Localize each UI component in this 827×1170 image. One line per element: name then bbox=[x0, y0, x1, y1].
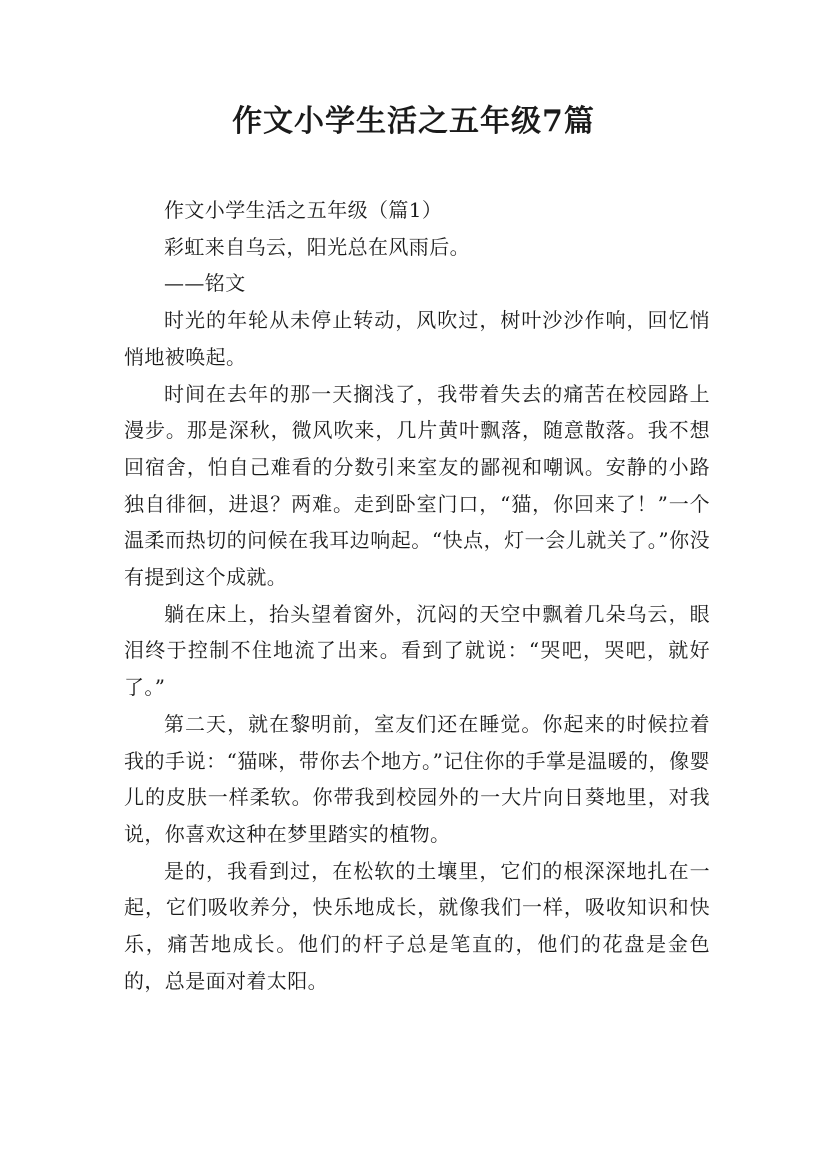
paragraph: 躺在床上，抬头望着窗外，沉闷的天空中飘着几朵乌云，眼泪终于控制不住地流了出来。看到了就说：“哭吧，哭吧，就好了。” bbox=[124, 601, 710, 700]
paragraph: 第二天，就在黎明前，室友们还在睡觉。你起来的时候拉着我的手说：“猫咪，带你去个地方。”记住你的手掌是温暖的，像婴儿的皮肤一样柔软。你带我到校园外的一大片向日葵地里，对我说，你喜欢这种在梦里踏实的植物。 bbox=[124, 711, 710, 846]
paragraph-attribution: ——铭文 bbox=[164, 271, 246, 296]
paragraph: 时间在去年的那一天搁浅了，我带着失去的痛苦在校园路上漫步。那是深秋，微风吹来，几片黄叶飘落，随意散落。我不想回宿舍，怕自己难看的分数引来室友的鄙视和嘲讽。安静的小路独自徘徊，进退？两难。走到卧室门口，“猫，你回来了！”一个温柔而热切的问候在我耳边响起。“快点，灯一会儿就关了。”你没有提到这个成就。 bbox=[124, 381, 710, 590]
paragraph: 时光的年轮从未停止转动，风吹过，树叶沙沙作响，回忆悄悄地被唤起。 bbox=[124, 308, 710, 369]
document-title: 作文小学生活之五年级7篇 bbox=[232, 104, 595, 139]
paragraph: 是的，我看到过，在松软的土壤里，它们的根深深地扎在一起，它们吸收养分，快乐地成长，就像我们一样，吸收知识和快乐，痛苦地成长。他们的杆子总是笔直的，他们的花盘是金色的，总是面对着太阳。 bbox=[124, 858, 710, 993]
paragraph-quote: 彩虹来自乌云，阳光总在风雨后。 bbox=[164, 234, 470, 259]
paragraph-subtitle: 作文小学生活之五年级（篇1） bbox=[164, 198, 443, 222]
document-body bbox=[124, 192, 710, 999]
